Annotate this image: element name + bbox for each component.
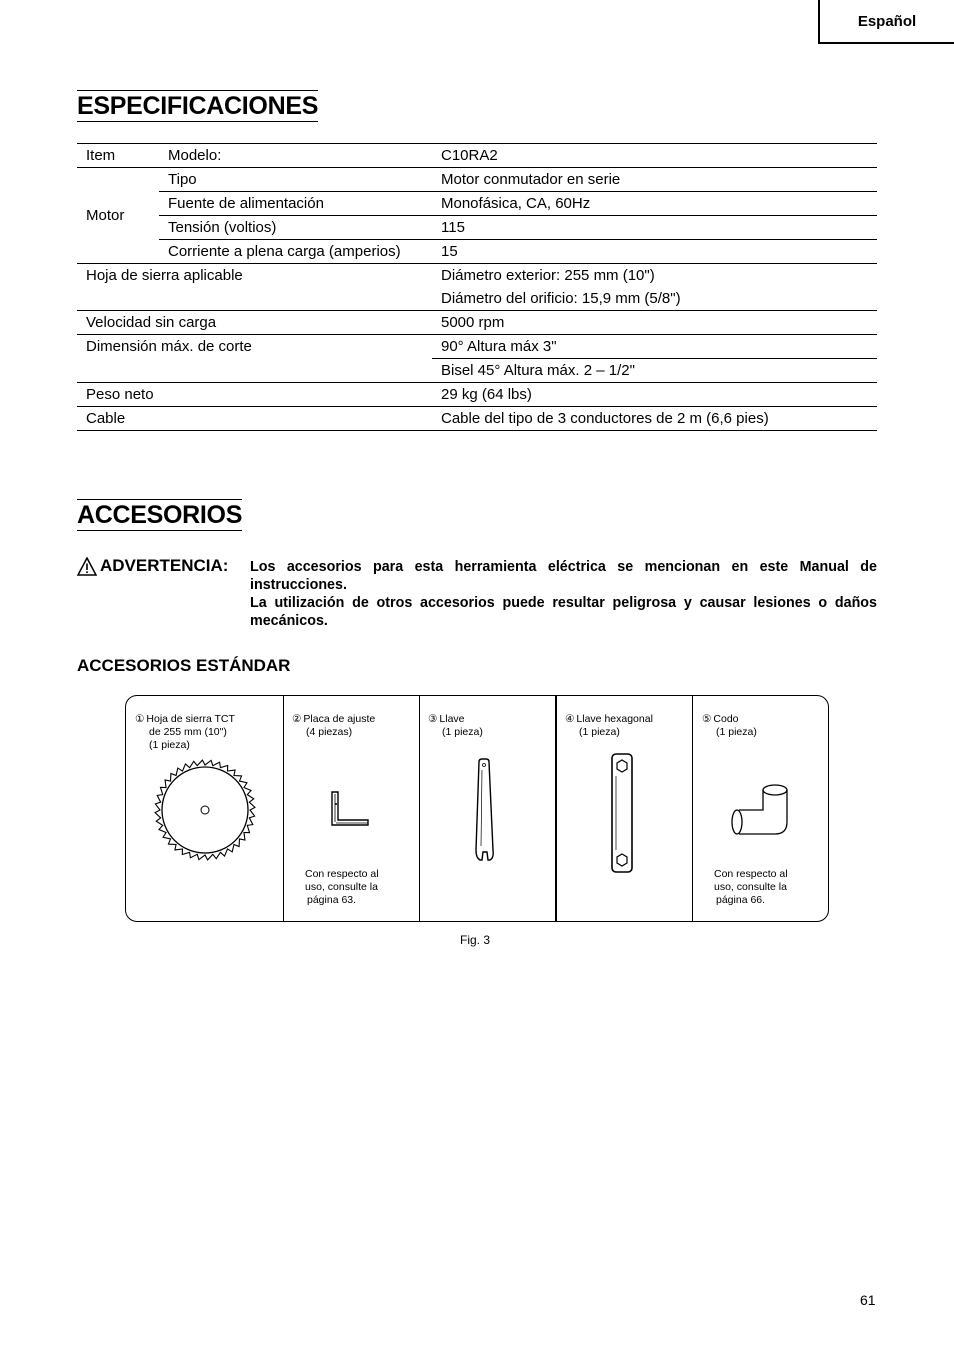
table-row — [77, 287, 877, 311]
elbow-icon — [727, 782, 791, 838]
table-row — [77, 192, 877, 216]
accessory-caption — [292, 713, 375, 739]
table-cell: Motor — [77, 168, 159, 264]
item-number: ① — [135, 713, 145, 725]
accessory-caption — [428, 713, 483, 739]
item-name: Llave hexagonal — [576, 713, 653, 725]
accessories-figure — [125, 695, 829, 922]
table-cell: Corriente a plena carga (amperios) — [159, 240, 432, 264]
table-row — [77, 144, 877, 168]
table-row — [77, 240, 877, 264]
figure-label: Fig. 3 — [460, 933, 491, 947]
item-detail: de 255 mm (10") — [149, 726, 227, 738]
table-cell: 15 — [432, 240, 877, 264]
item-quantity: (1 pieza) — [149, 739, 190, 751]
note-line: Con respecto al — [305, 868, 379, 880]
accessory-caption — [135, 713, 235, 752]
table-cell: Fuente de alimentación — [159, 192, 432, 216]
table-cell: Tipo — [159, 168, 432, 192]
warning-label — [77, 556, 228, 576]
table-cell: 29 kg (64 lbs) — [432, 383, 877, 407]
specifications-title: ESPECIFICACIONES — [77, 92, 319, 120]
accessories-title: ACCESORIOS — [77, 501, 243, 529]
warning-line: Los accesorios para esta herramienta eléctrica se mencionan en este Manual de instrucciones. — [250, 559, 877, 593]
table-cell: Peso neto — [77, 383, 432, 407]
standard-accessories-title: ACCESORIOS ESTÁNDAR — [77, 656, 291, 675]
table-cell: Dimensión máx. de corte — [77, 335, 432, 359]
item-quantity: (4 piezas) — [306, 726, 353, 738]
item-number: ④ — [565, 713, 575, 725]
accessory-saw-blade — [126, 696, 283, 921]
specifications-table — [77, 143, 877, 431]
usage-note — [714, 868, 788, 907]
item-name: Codo — [713, 713, 739, 725]
table-cell: 115 — [432, 216, 877, 240]
page-number: 61 — [860, 1292, 876, 1308]
item-number: ③ — [428, 713, 438, 725]
item-quantity: (1 pieza) — [442, 726, 483, 738]
item-name: Llave — [439, 713, 465, 725]
accessory-elbow — [692, 696, 828, 921]
accessory-caption — [565, 713, 653, 739]
warning-line: La utilización de otros accesorios puede resultar peligrosa y causar lesiones o daños mecánicos. — [250, 595, 877, 629]
item-number: ⑤ — [702, 713, 712, 725]
item-quantity: (1 pieza) — [579, 726, 620, 738]
language-tab: Español — [818, 0, 954, 44]
accessory-hex-wrench — [555, 696, 692, 921]
table-cell: Hoja de sierra aplicable — [77, 264, 432, 288]
warning-label-text: ADVERTENCIA: — [100, 556, 229, 575]
table-cell: Cable del tipo de 3 conductores de 2 m (6,6 pies) — [432, 407, 877, 431]
table-row — [77, 311, 877, 335]
warning-text — [250, 558, 877, 630]
warning-triangle-icon — [77, 557, 97, 576]
table-row — [77, 335, 877, 359]
saw-blade-icon — [153, 758, 257, 862]
table-cell: Bisel 45° Altura máx. 2 – 1/2" — [432, 359, 877, 383]
table-cell — [77, 359, 432, 383]
accessory-adjusting-plate — [283, 696, 419, 921]
table-row — [77, 264, 877, 288]
table-cell: 5000 rpm — [432, 311, 877, 335]
table-cell — [77, 287, 432, 311]
table-cell: 90° Altura máx 3" — [432, 335, 877, 359]
note-line: uso, consulte la — [714, 881, 787, 893]
note-line: Con respecto al — [714, 868, 788, 880]
adjusting-plate-icon — [328, 790, 378, 830]
note-line: página 63. — [307, 894, 357, 906]
table-cell: Velocidad sin carga — [77, 311, 432, 335]
table-cell: Motor conmutador en serie — [432, 168, 877, 192]
wrench-icon — [471, 758, 499, 862]
note-line: página 66. — [716, 894, 766, 906]
item-quantity: (1 pieza) — [716, 726, 757, 738]
usage-note — [305, 868, 379, 907]
table-row — [77, 407, 877, 431]
accessory-caption — [702, 713, 757, 739]
table-cell: Diámetro exterior: 255 mm (10") — [432, 264, 877, 288]
table-cell: Modelo: — [159, 144, 432, 168]
table-cell: C10RA2 — [432, 144, 877, 168]
table-row — [77, 168, 877, 192]
item-name: Placa de ajuste — [303, 713, 376, 725]
note-line: uso, consulte la — [305, 881, 378, 893]
accessory-wrench — [419, 696, 555, 921]
table-row — [77, 216, 877, 240]
table-cell: Cable — [77, 407, 432, 431]
table-cell: Item — [77, 144, 159, 168]
table-row — [77, 383, 877, 407]
table-row — [77, 359, 877, 383]
table-cell: Tensión (voltios) — [159, 216, 432, 240]
item-name: Hoja de sierra TCT — [146, 713, 235, 725]
item-number: ② — [292, 713, 302, 725]
table-cell: Monofásica, CA, 60Hz — [432, 192, 877, 216]
table-cell: Diámetro del orificio: 15,9 mm (5/8") — [441, 290, 681, 307]
hex-wrench-icon — [610, 752, 634, 874]
